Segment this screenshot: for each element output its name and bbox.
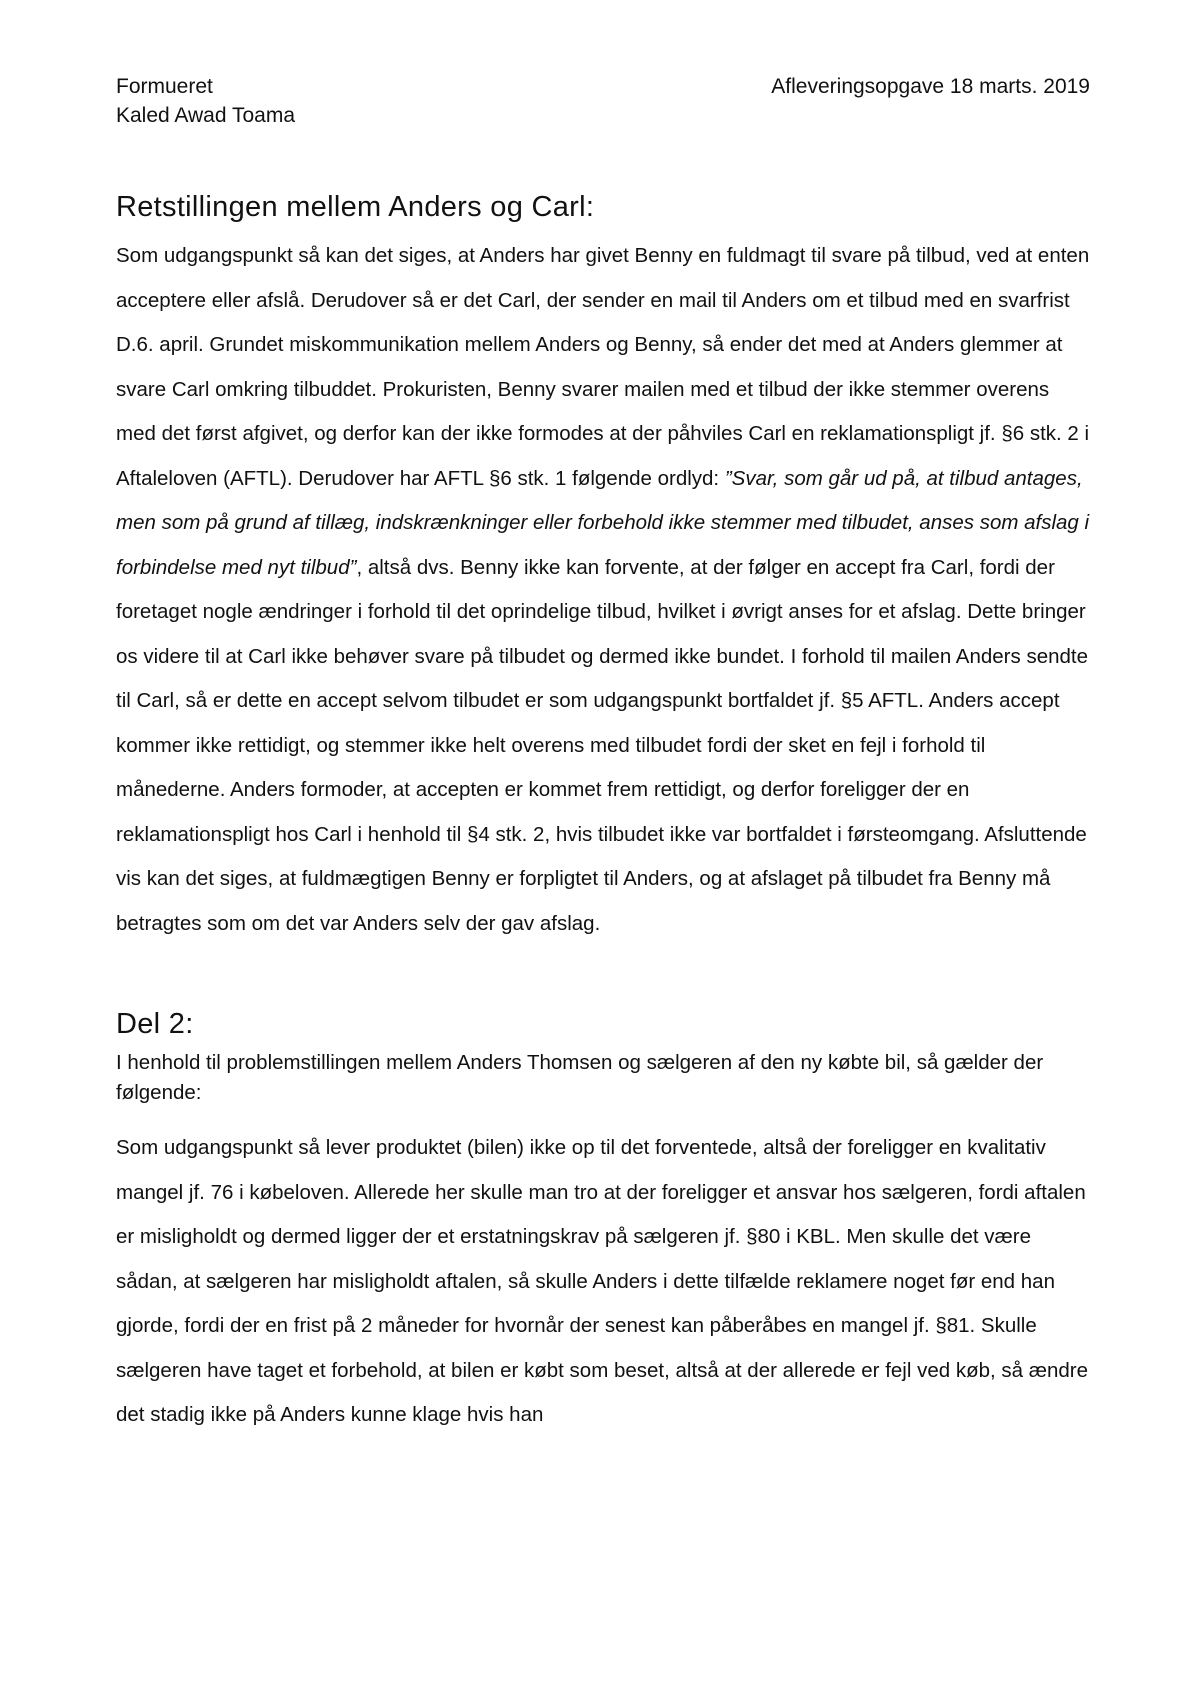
section1-paragraph xyxy=(116,234,1090,946)
section1-text-after-quote: , altså dvs. Benny ikke kan forvente, at der følger en accept fra Carl, fordi der foretaget nogle ændringer i forhold til det oprindelige tilbud, hvilket i øvrigt anses for et afslag. Dette bringer os videre til at Carl ikke behøver svare på tilbudet og dermed ikke bundet. I forhold til mailen Anders sendte til Carl, så er dette en accept selvom tilbudet er som udgangspunkt bortfaldet jf. §5 AFTL. Anders accept kommer ikke rettidigt, og stemmer ikke helt overens med tilbudet fordi der sket en fejl i forhold til månederne. Anders formoder, at accepten er kommet frem rettidigt, og derfor foreligger der en reklamationspligt hos Carl i henhold til §4 stk. 2, hvis tilbudet ikke var bortfaldet i førsteomgang. Afsluttende vis kan det siges, at fuldmægtigen Benny er forpligtet til Anders, og at afslaget på tilbudet fra Benny må betragtes som om det var Anders selv der gav afslag. xyxy=(116,555,1088,935)
section2-intro: I henhold til problemstillingen mellem Anders Thomsen og sælgeren af den ny købte bil, så gælder der følgende: xyxy=(116,1051,1044,1104)
document-page xyxy=(116,72,1090,1438)
section1-heading: Retstillingen mellem Anders og Carl: xyxy=(116,191,595,223)
section1-text-before-quote: Som udgangspunkt så kan det siges, at Anders har givet Benny en fuldmagt til svare på tilbud, ved at enten acceptere eller afslå. Derudover så er det Carl, der sender en mail til Anders om et tilbud med en svarfrist D.6. april. Grundet miskommunikation mellem Anders og Benny, så ender det med at Anders glemmer at svare Carl omkring tilbuddet. Prokuristen, Benny svarer mailen med et tilbud der ikke stemmer overens med det først afgivet, og derfor kan der ikke formodes at der påhviles Carl en reklamationspligt jf. §6 stk. 2 i Aftaleloven (AFTL). Derudover har AFTL §6 stk. 1 følgende ordlyd: xyxy=(116,244,1090,490)
header-left xyxy=(116,72,295,130)
section2-body: Som udgangspunkt så lever produktet (bilen) ikke op til det forventede, altså der foreligger en kvalitativ mangel jf. 76 i købeloven. Allerede her skulle man tro at der foreligger et ansvar hos sælgeren, fordi aftalen er misligholdt og dermed ligger der et erstatningskrav på sælgeren jf. §80 i KBL. Men skulle det være sådan, at sælgeren har misligholdt aftalen, så skulle Anders i dette tilfælde reklamere noget før end han gjorde, fordi der en frist på 2 måneder for hvornår der senest kan påberåbes en mangel jf. §81. Skulle sælgeren have taget et forbehold, at bilen er købt som beset, altså at der allerede er fejl ved køb, så ændre det stadig ikke på Anders kunne klage hvis han xyxy=(116,1136,1089,1426)
assignment-label: Afleveringsopgave 18 marts. 2019 xyxy=(771,75,1090,98)
section2-heading: Del 2: xyxy=(116,1008,194,1040)
course-name: Formueret xyxy=(116,75,213,98)
page-header xyxy=(116,72,1090,130)
author-name: Kaled Awad Toama xyxy=(116,104,296,127)
aftl-quote: ”Svar, som går ud på, at tilbud antages, men som på grund af tillæg, indskrænkninger eller forbehold ikke stemmer med tilbudet, anses som afslag i forbindelse med nyt tilbud” xyxy=(116,466,1090,579)
